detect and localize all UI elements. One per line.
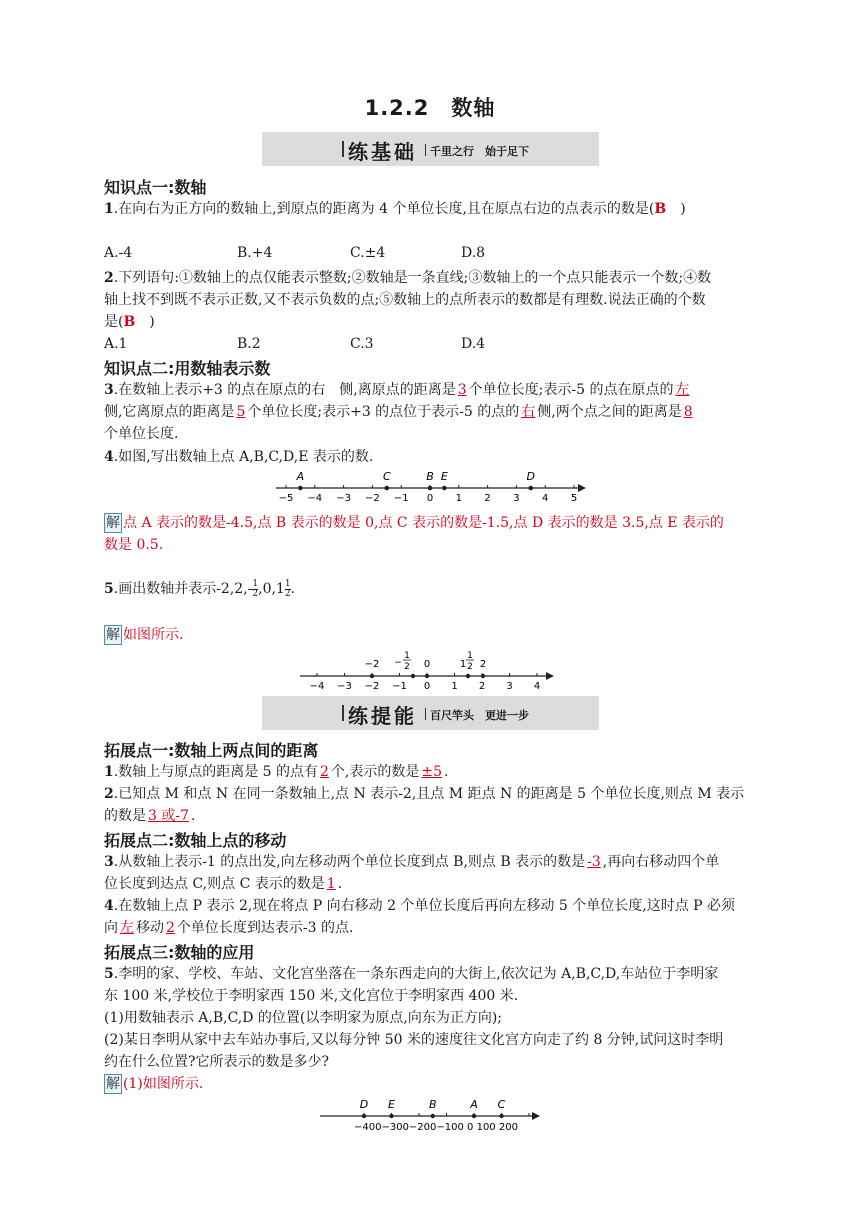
tick-label: −5 <box>278 493 294 504</box>
tick-label: 0 <box>426 493 434 504</box>
point-neg-half <box>411 674 415 678</box>
heading-knowledge-1: 知识点一:数轴 <box>104 178 207 197</box>
banner-title: 练提能 <box>348 704 417 728</box>
tick-label: 2 <box>484 493 491 504</box>
axis-tick-labels: −400−300−200−100 0 100 200 <box>354 1122 518 1133</box>
tick-label: 3 <box>506 681 513 692</box>
point-label-B: B <box>426 470 434 483</box>
page-title: 1.2.2 数轴 <box>364 96 496 120</box>
svg-text:2: 2 <box>404 662 410 672</box>
answer-4: 解 点 A 表示的数是-4.5,点 B 表示的数是 0,点 C 表示的数是-1.5,点 D 表示的数是 3.5,点 E 表示的 数是 0.5. <box>104 515 724 553</box>
tick-label: −3 <box>336 493 351 504</box>
banner-motto: 千里之行 始于足下 <box>430 145 529 158</box>
banner-title: 练基础 <box>348 140 417 164</box>
tick-label: −2 <box>365 493 380 504</box>
tick-label: 2 <box>478 681 486 692</box>
tick-label: 3 <box>513 493 520 504</box>
point-E <box>389 1114 393 1118</box>
point-neg2 <box>370 674 374 678</box>
point-A <box>298 486 303 491</box>
tick-label: 5 <box>570 493 578 504</box>
options-1: A.-4 B.+4 C.±4 D.8 <box>104 245 486 261</box>
heading-extension-2: 拓展点二:数轴上点的移动 <box>104 831 287 850</box>
question-2: 2.下列语句:①数轴上的点仅能表示整数;②数轴是一条直线;③数轴上的一个点只能表示一个数;④数 轴上找不到既不表示正数,又不表示负数的点;⑤数轴上的点所表示的数都是有理数.说法正确的个数 是(B ) <box>104 270 712 330</box>
tick-label: 4 <box>542 493 549 504</box>
tick-label: −4 <box>309 681 325 692</box>
point-label-E: E <box>440 470 448 483</box>
point-D <box>529 486 534 491</box>
ext-question-5: 5.李明的家、学校、车站、文化宫坐落在一条东西走向的大街上,依次记为 A,B,C,D,车站位于李明家 东 100 米,学校位于李明家西 150 米,文化宫位于李明家西 400 米. (1)用数轴表示 A,B,C,D 的位置(以李明家为原点,向东为正方向); (2)某日李明从家中去车站办事后,又以每分钟 50 米的速度往文化宫方向走了约 8 分钟,试问这时李明 约在什么位置?它所表示的数是多少? 解 (1)如图所示. <box>104 966 724 1092</box>
banner-motto: 百尺竿头 更进一步 <box>430 709 529 722</box>
point-D <box>362 1114 366 1118</box>
tick-label: −1 <box>393 493 409 504</box>
label-neg2: −2 <box>364 659 380 670</box>
section-banner-basic <box>262 132 599 166</box>
point-one-half <box>466 674 470 678</box>
tick-label: −2 <box>364 681 380 692</box>
heading-extension-1: 拓展点一:数轴上两点间的距离 <box>104 741 319 760</box>
point-label-E: E <box>388 1098 395 1111</box>
tick-label: 4 <box>533 681 541 692</box>
q5-point-labels <box>365 651 487 678</box>
options-2: A.1 B.2 C.3 D.4 <box>104 336 486 352</box>
solution-mark: 解 <box>106 515 120 531</box>
point-two <box>481 674 485 678</box>
question-1: 1.在向右为正方向的数轴上,到原点的距离为 4 个单位长度,且在原点右边的点表示的数是(B ) <box>104 201 686 217</box>
tick-label: 0 <box>423 681 431 692</box>
point-label-D: D <box>359 1098 369 1111</box>
tick-label: −3 <box>337 681 352 692</box>
point-B <box>428 486 433 491</box>
number-line-q4 <box>270 468 590 508</box>
section-banner-advanced <box>262 696 599 730</box>
number-line-q5 <box>290 646 560 696</box>
point-label-A: A <box>296 470 305 483</box>
svg-text:1: 1 <box>404 651 410 661</box>
svg-text:−: − <box>394 658 402 668</box>
tick-label: 1 <box>455 493 462 504</box>
ext-question-4: 4.在数轴上点 P 表示 2,现在将点 P 向右移动 2 个单位长度后再向左移动 5 个单位长度,这时点 P 必须 向 左 移动 2 个单位长度到达表示-3 的点. <box>104 898 736 936</box>
point-E <box>442 486 447 491</box>
point-A <box>472 1114 476 1118</box>
answer-5: 解 如图所示. <box>106 627 184 643</box>
question-5: 5.画出数轴并表示-2,2,- $\frac{1}{2}$ ,0,1 $\frac{1}{2}$ . <box>104 578 296 599</box>
point-B <box>431 1114 435 1118</box>
label-two: 2 <box>479 659 487 670</box>
question-3: 3.在数轴上表示+3 的点在原点的右 侧,离原点的距离是 3 个单位长度;表示-5 的点在原点的 左 侧,它离原点的距离是 5 个单位长度;表示+3 的点位于表示-5 的点的 右 侧,两个点之间的距离是 8 个单位长度. <box>104 382 693 442</box>
ext-question-2: 2.已知点 M 和点 N 在同一条数轴上,点 N 表示-2,且点 M 距点 N 的距离是 5 个单位长度,则点 M 表示 的数是 3 或-7 . <box>104 786 745 824</box>
tick-label: 1 <box>451 681 458 692</box>
tick-label: −1 <box>392 681 407 692</box>
point-label-D: D <box>526 470 536 483</box>
heading-extension-3: 拓展点三:数轴的应用 <box>104 943 255 962</box>
heading-knowledge-2: 知识点二:用数轴表示数 <box>104 359 271 378</box>
tick-label: −4 <box>307 493 323 504</box>
point-C <box>385 486 390 491</box>
solution-mark: 解 <box>106 627 120 643</box>
point-label-C: C <box>497 1098 506 1111</box>
point-label-B: B <box>428 1098 437 1111</box>
ext-question-3: 3.从数轴上表示-1 的点出发,向左移动两个单位长度到点 B,则点 B 表示的数是 -3 ,再向右移动四个单 位长度到达点 C,则点 C 表示的数是 1 . <box>104 854 720 892</box>
number-line-ext5 <box>318 1096 548 1136</box>
svg-text:1: 1 <box>467 651 473 661</box>
answer-2: B <box>123 314 136 330</box>
point-zero <box>425 674 429 678</box>
point-C <box>499 1114 503 1118</box>
ext-question-1: 1.数轴上与原点的距离是 5 的点有 2 个,表示的数是 ±5 . <box>104 764 449 780</box>
label-zero: 0 <box>423 659 431 670</box>
question-4: 4.如图,写出数轴上点 A,B,C,D,E 表示的数. <box>104 449 374 465</box>
point-label-C: C <box>382 470 391 483</box>
point-label-A: A <box>470 1098 478 1111</box>
svg-text:1: 1 <box>459 659 467 670</box>
answer-1: B <box>654 201 667 217</box>
svg-text:2: 2 <box>467 662 473 672</box>
solution-mark: 解 <box>106 1076 120 1092</box>
